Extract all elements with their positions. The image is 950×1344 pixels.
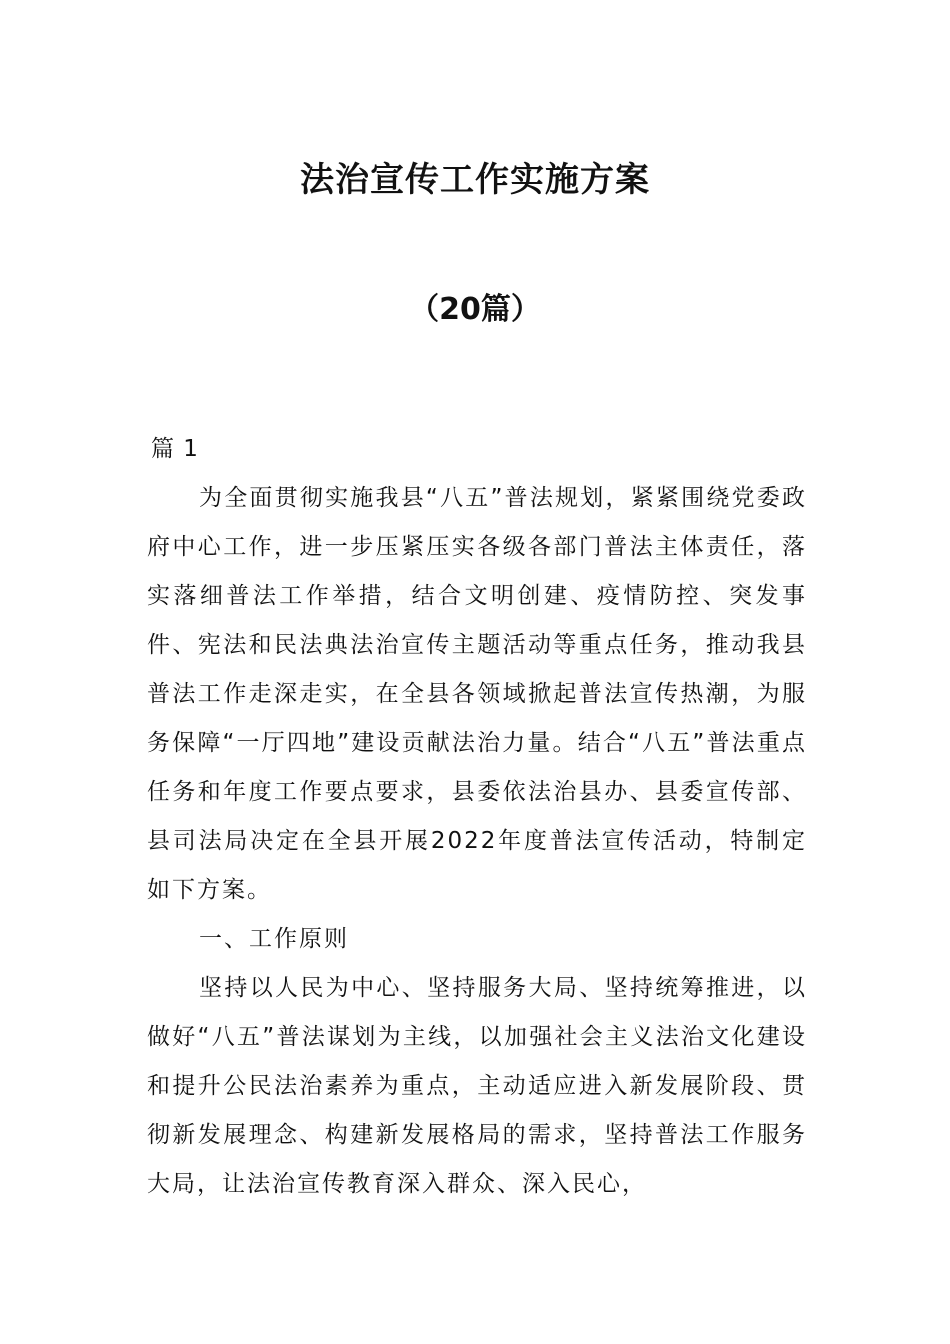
section-paragraph: 坚持以人民为中心、坚持服务大局、坚持统筹推进，以做好“八五”普法谋划为主线，以加强社会主义法治文化建设和提升公民法治素养为重点，主动适应进入新发展阶段、贯彻新发展理念、构建新发展格局的需求，坚持普法工作服务大局，让法治宣传教育深入群众、深入民心，: [147, 975, 807, 1197]
document-title: 法治宣传工作实施方案: [300, 160, 650, 200]
piece-label: 篇 1: [151, 436, 199, 462]
document-subtitle: （20篇）: [409, 292, 541, 327]
intro-paragraph: 为全面贯彻实施我县“八五”普法规划，紧紧围绕党委政府中心工作，进一步压紧压实各级各部门普法主体责任，落实落细普法工作举措，结合文明创建、疫情防控、突发事件、宪法和民法典法治宣传主题活动等重点任务，推动我县普法工作走深走实，在全县各领域掀起普法宣传热潮，为服务保障“一厅四地”建设贡献法治力量。结合“八五”普法重点任务和年度工作要点要求，县委依法治县办、县委宣传部、县司法局决定在全县开展2022年度普法宣传活动，特制定如下方案。: [147, 485, 807, 903]
section-heading: 一、工作原则: [199, 926, 349, 952]
document-body: [147, 425, 807, 1209]
